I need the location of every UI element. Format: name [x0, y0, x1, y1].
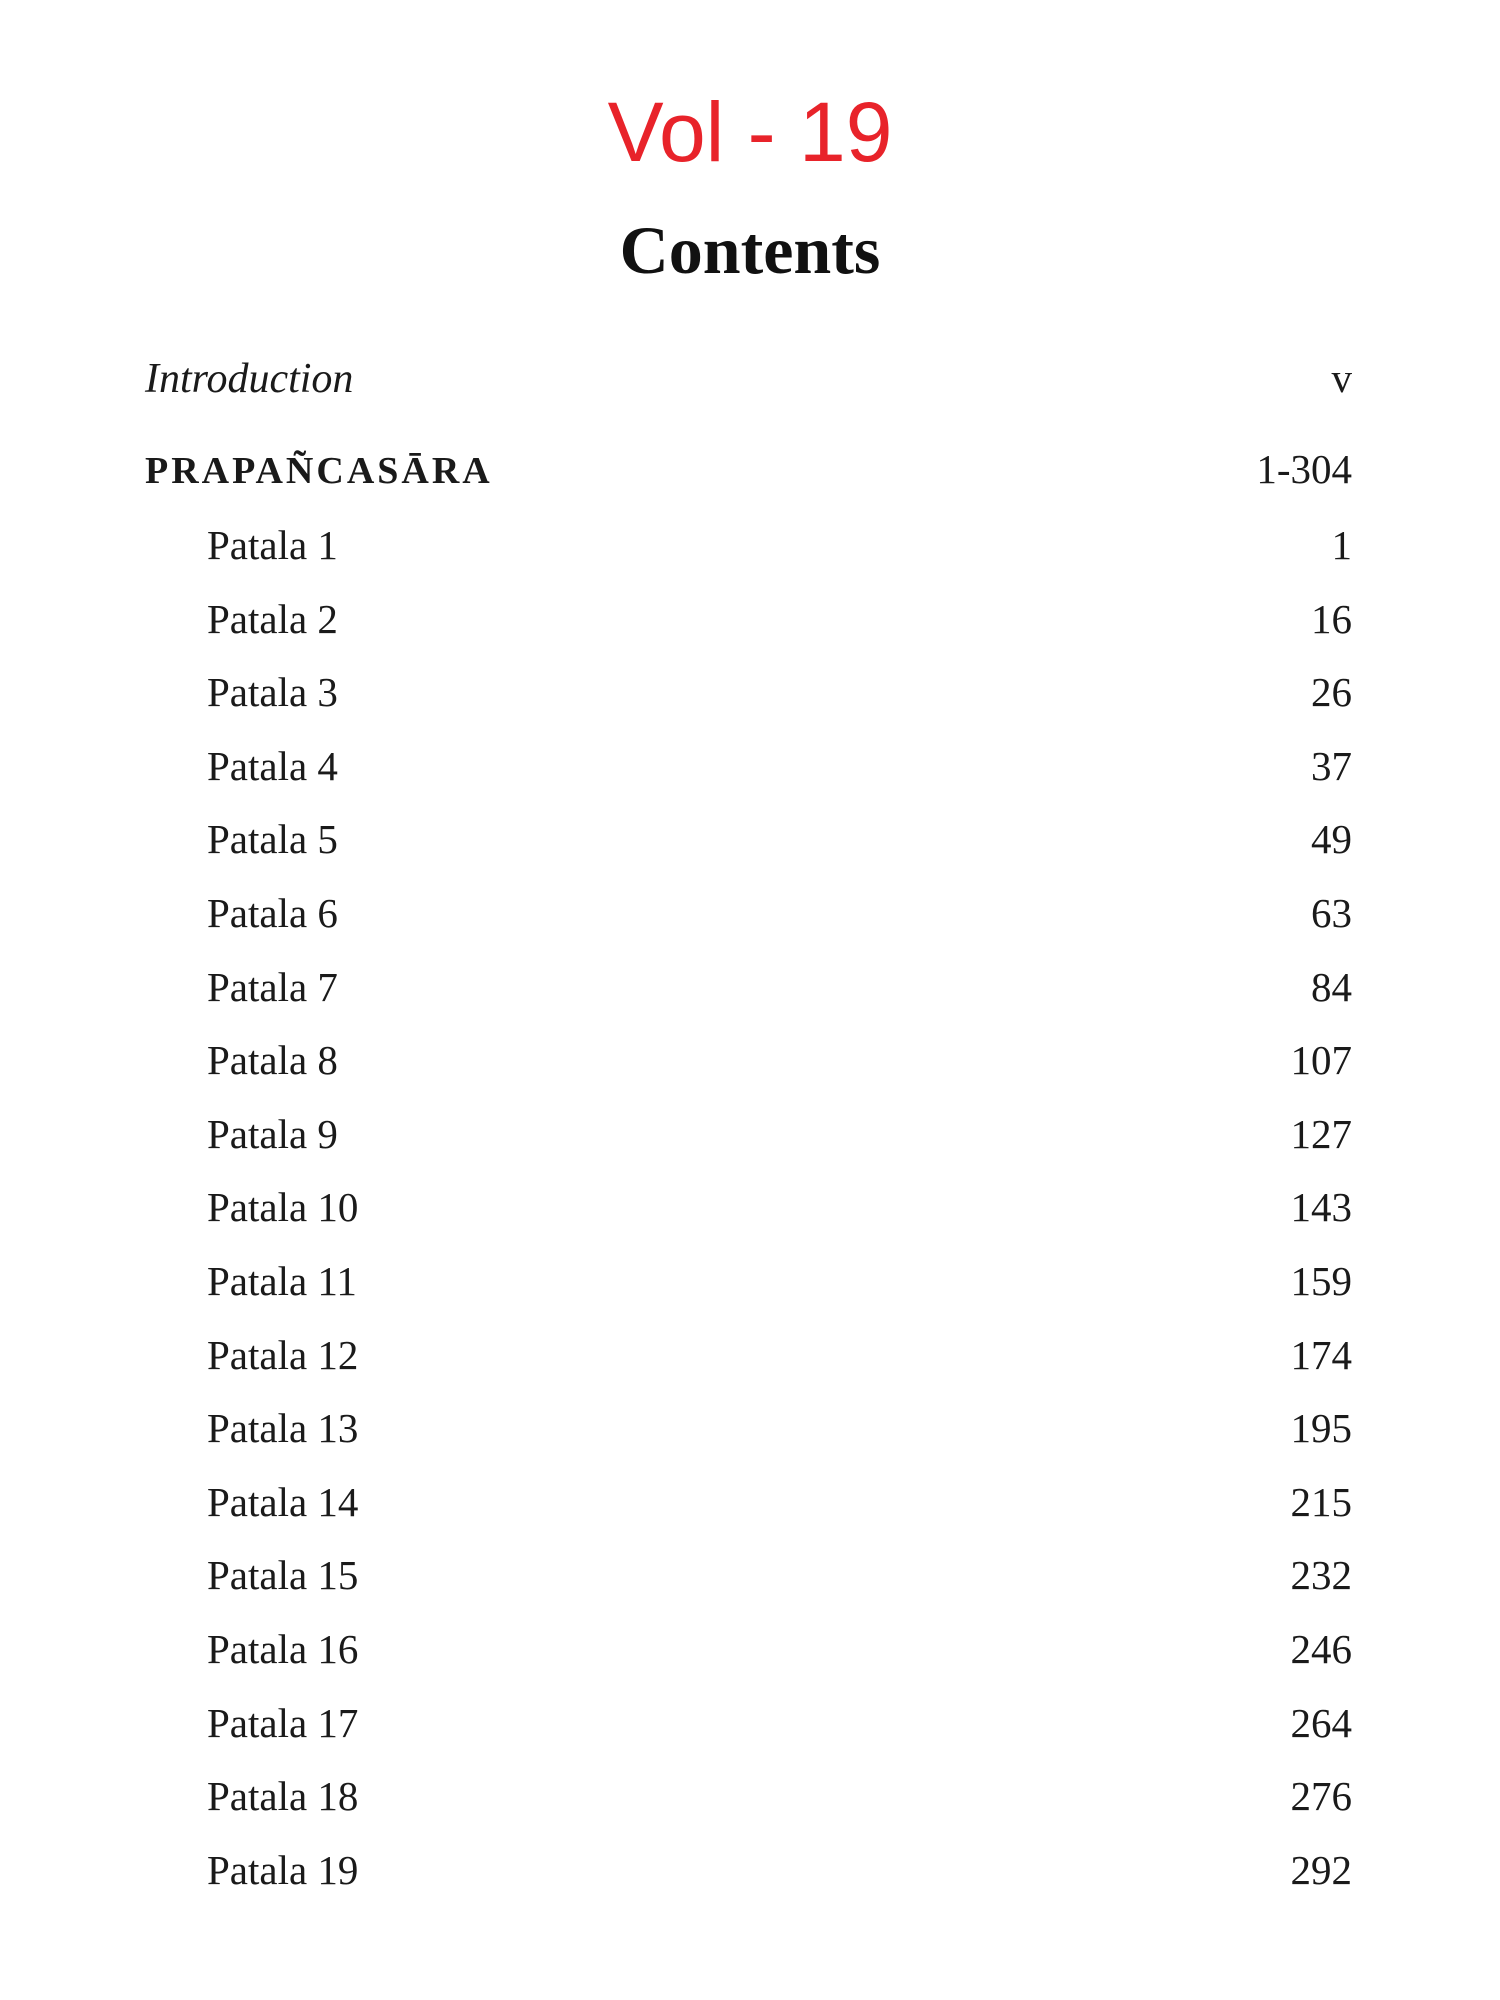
toc-entry-page: 37 — [1311, 742, 1352, 789]
toc-entry-page: 246 — [1290, 1625, 1352, 1672]
toc-entry-page: 1 — [1331, 522, 1352, 568]
toc-entry — [145, 583, 1352, 657]
toc-entry-title: Patala 11 — [207, 1257, 357, 1304]
toc-entry-page: 215 — [1290, 1478, 1352, 1525]
toc-entry — [145, 1171, 1352, 1245]
toc-entry-page: 84 — [1311, 963, 1352, 1010]
toc-entry-page: 276 — [1290, 1773, 1352, 1820]
toc-entry-part — [145, 433, 1352, 509]
toc-entry-page: 264 — [1290, 1699, 1352, 1746]
toc-entry-page: v — [1331, 355, 1352, 401]
toc-entry-title: Patala 9 — [207, 1110, 338, 1157]
table-of-contents — [145, 345, 1352, 1907]
toc-entry-title: Patala 4 — [207, 742, 338, 789]
toc-entry — [145, 1024, 1352, 1098]
toc-entry-page: 174 — [1290, 1331, 1352, 1378]
toc-entry-title: Patala 17 — [207, 1699, 359, 1746]
toc-entry — [145, 1466, 1352, 1540]
toc-entry — [145, 1098, 1352, 1172]
toc-entry-title: Patala 7 — [207, 963, 338, 1010]
toc-entry — [145, 1613, 1352, 1687]
toc-entry — [145, 1392, 1352, 1466]
toc-entry-title: Patala 8 — [207, 1037, 338, 1084]
toc-entry-page: 143 — [1290, 1184, 1352, 1231]
toc-entry-page: 195 — [1290, 1405, 1352, 1452]
toc-entry-page: 26 — [1311, 669, 1352, 716]
toc-entry-page: 292 — [1290, 1846, 1352, 1893]
toc-entry-title: Patala 1 — [207, 522, 338, 568]
toc-entry — [145, 1760, 1352, 1834]
toc-entry-title: Patala 19 — [207, 1846, 359, 1893]
toc-entry-title: Patala 3 — [207, 669, 338, 716]
volume-label: Vol - 19 — [607, 85, 893, 179]
toc-entry — [145, 1319, 1352, 1393]
toc-entry-title: Patala 18 — [207, 1773, 359, 1820]
toc-entry-page: 232 — [1290, 1552, 1352, 1599]
toc-entry — [145, 656, 1352, 730]
toc-entry-title: PRAPAÑCASĀRA — [145, 450, 493, 492]
toc-entry-title: Patala 6 — [207, 889, 338, 936]
toc-entry-title: Patala 12 — [207, 1331, 359, 1378]
toc-entry — [145, 1245, 1352, 1319]
contents-heading: Contents — [619, 212, 881, 288]
toc-entry — [145, 877, 1352, 951]
toc-entry-title: Patala 16 — [207, 1625, 359, 1672]
toc-entry-title: Patala 15 — [207, 1552, 359, 1599]
toc-entry — [145, 730, 1352, 804]
toc-entry-introduction — [145, 345, 1352, 433]
toc-entry-page: 107 — [1290, 1037, 1352, 1084]
toc-entry — [145, 803, 1352, 877]
toc-entry-title: Patala 10 — [207, 1184, 359, 1231]
toc-entry-title: Patala 13 — [207, 1405, 359, 1452]
toc-entry-page: 49 — [1311, 816, 1352, 863]
toc-entry-title: Patala 2 — [207, 595, 338, 642]
toc-entry-title: Patala 14 — [207, 1478, 359, 1525]
toc-entry-title: Introduction — [145, 356, 354, 402]
toc-entry-page: 1-304 — [1256, 446, 1352, 492]
toc-entry-title: Patala 5 — [207, 816, 338, 863]
toc-entry-page: 63 — [1311, 889, 1352, 936]
toc-entry — [145, 1539, 1352, 1613]
toc-entry-page: 159 — [1290, 1257, 1352, 1304]
toc-entry — [145, 1834, 1352, 1908]
toc-entry — [145, 509, 1352, 583]
toc-entry — [145, 1687, 1352, 1761]
toc-entry — [145, 951, 1352, 1025]
toc-entry-page: 127 — [1290, 1110, 1352, 1157]
toc-entry-page: 16 — [1311, 595, 1352, 642]
